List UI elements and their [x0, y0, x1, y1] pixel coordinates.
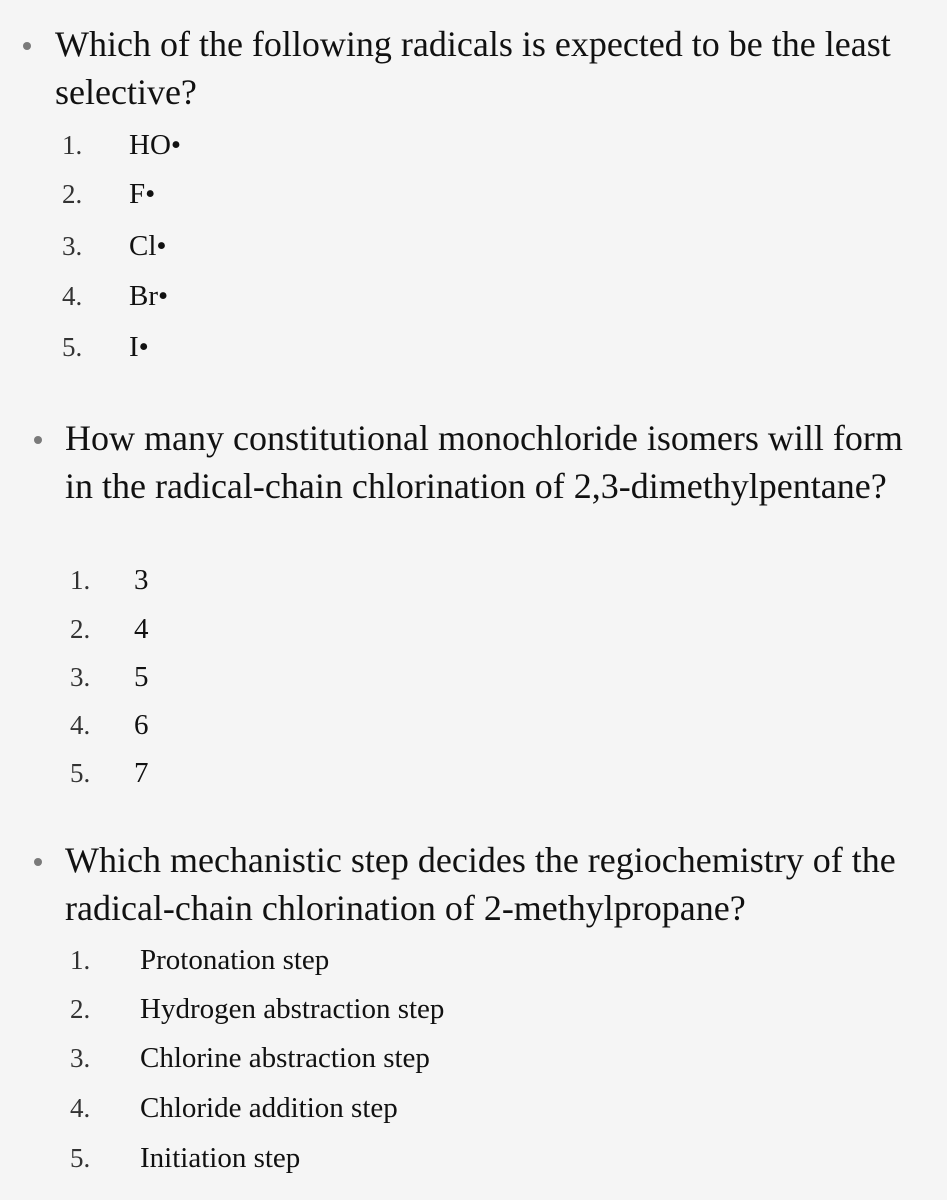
question-prompt: How many constitutional monochloride isomers will form in the radical-chain chlorination of 2,3-dimethylpentane? — [65, 418, 903, 506]
answer-option[interactable] — [70, 989, 670, 1029]
option-label: 6 — [134, 709, 149, 741]
option-number: 2. — [70, 994, 91, 1024]
option-label: F• — [129, 178, 156, 210]
option-label: Chloride addition step — [140, 1092, 398, 1124]
option-number: 4. — [70, 710, 91, 740]
option-number: 3. — [70, 1043, 91, 1073]
answer-option[interactable] — [70, 1038, 670, 1078]
option-label: I• — [129, 331, 149, 363]
option-label: 3 — [134, 564, 149, 596]
option-label: 5 — [134, 661, 149, 693]
option-number: 5. — [70, 758, 91, 788]
option-number: 1. — [70, 565, 91, 595]
option-number: 1. — [70, 945, 91, 975]
answer-option[interactable] — [70, 1088, 670, 1128]
bullet-icon — [34, 858, 42, 866]
answer-option[interactable] — [70, 940, 670, 980]
option-number: 1. — [62, 130, 83, 160]
answer-option[interactable] — [62, 226, 362, 266]
option-number: 3. — [70, 662, 91, 692]
option-number: 5. — [70, 1143, 91, 1173]
option-label: Protonation step — [140, 944, 330, 976]
option-number: 2. — [62, 179, 83, 209]
answer-option[interactable] — [70, 560, 370, 600]
option-label: Hydrogen abstraction step — [140, 993, 445, 1025]
question-prompt: Which mechanistic step decides the regiochemistry of the radical-chain chlorination of 2-methylpropane? — [65, 840, 896, 928]
option-number: 3. — [62, 231, 83, 261]
option-label: Chlorine abstraction step — [140, 1042, 430, 1074]
bullet-icon — [34, 436, 42, 444]
option-label: Cl• — [129, 230, 167, 262]
option-label: Br• — [129, 280, 169, 312]
option-label: Initiation step — [140, 1142, 301, 1174]
answer-option[interactable] — [62, 276, 362, 316]
option-label: HO• — [129, 129, 182, 161]
bullet-icon — [23, 42, 31, 50]
answer-option[interactable] — [62, 327, 362, 367]
option-label: 4 — [134, 613, 149, 645]
option-number: 5. — [62, 332, 83, 362]
option-number: 4. — [62, 281, 83, 311]
question-prompt: Which of the following radicals is expected to be the least selective? — [55, 24, 891, 112]
answer-option[interactable] — [62, 174, 362, 214]
option-number: 2. — [70, 614, 91, 644]
answer-option[interactable] — [70, 753, 370, 793]
answer-option[interactable] — [62, 125, 362, 165]
answer-option[interactable] — [70, 657, 370, 697]
answer-option[interactable] — [70, 1138, 670, 1178]
option-label: 7 — [134, 757, 149, 789]
answer-option[interactable] — [70, 705, 370, 745]
answer-option[interactable] — [70, 609, 370, 649]
option-number: 4. — [70, 1093, 91, 1123]
